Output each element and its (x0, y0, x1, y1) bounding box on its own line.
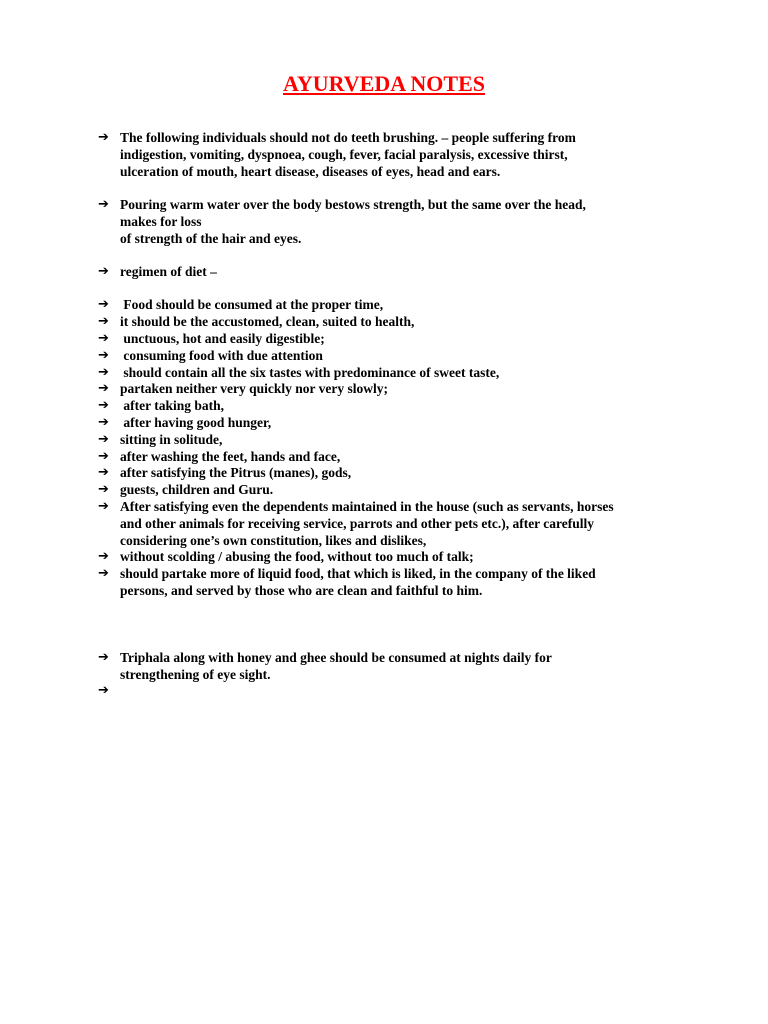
note-item (96, 314, 696, 331)
right-arrow-icon: ➔ (98, 398, 109, 414)
right-arrow-icon: ➔ (98, 263, 109, 279)
note-text: The following individuals should not do teeth brushing. – people suffering from indigestion, vomiting, dyspnoea, cough, fever, facial paralysis, excessive thirst, ulceration of mouth, heart disease, diseases of eyes, head and ears. (120, 130, 576, 179)
note-text: Triphala along with honey and ghee should be consumed at nights daily for strengthening of eye sight. (120, 649, 552, 682)
note-text: should contain all the six tastes with predominance of sweet taste, (120, 364, 500, 380)
note-text: after taking bath, (120, 398, 225, 414)
right-arrow-icon: ➔ (98, 549, 109, 565)
right-arrow-icon: ➔ (98, 482, 109, 498)
note-item (96, 297, 696, 314)
note-text: after satisfying the Pitrus (manes), gods, (120, 465, 352, 481)
note-item (96, 415, 696, 432)
right-arrow-icon: ➔ (98, 649, 109, 665)
note-item (96, 331, 696, 348)
note-text: should partake more of liquid food, that which is liked, in the company of the liked persons, and served by those who are clean and faithful to him. (120, 566, 596, 598)
document-title: AYURVEDA NOTES (283, 71, 485, 96)
note-item (96, 197, 696, 247)
notes-list (96, 130, 696, 699)
note-item (96, 365, 696, 382)
right-arrow-icon: ➔ (98, 297, 109, 313)
note-text: it should be the accustomed, clean, suited to health, (120, 314, 415, 330)
right-arrow-icon: ➔ (98, 431, 109, 447)
note-item (96, 650, 696, 684)
note-text: sitting in solitude, (120, 431, 223, 447)
note-text: Food should be consumed at the proper time, (120, 297, 384, 313)
right-arrow-icon: ➔ (98, 448, 109, 464)
right-arrow-icon: ➔ (98, 465, 109, 481)
note-item (96, 566, 696, 600)
note-item (96, 130, 696, 180)
right-arrow-icon: ➔ (98, 314, 109, 330)
note-item (96, 432, 696, 449)
right-arrow-icon: ➔ (98, 364, 109, 380)
note-item (96, 381, 696, 398)
right-arrow-icon: ➔ (98, 130, 109, 145)
note-item (96, 499, 696, 549)
right-arrow-icon: ➔ (98, 330, 109, 346)
note-item (96, 465, 696, 482)
note-text: unctuous, hot and easily digestible; (120, 330, 325, 346)
right-arrow-icon: ➔ (98, 498, 109, 514)
note-text: after having good hunger, (120, 414, 272, 430)
note-text: consuming food with due attention (120, 347, 323, 363)
note-text: after washing the feet, hands and face, (120, 448, 341, 464)
note-text: regimen of diet – (120, 263, 217, 279)
right-arrow-icon: ➔ (98, 414, 109, 430)
right-arrow-icon: ➔ (98, 196, 109, 212)
note-item (96, 449, 696, 466)
right-arrow-icon: ➔ (98, 566, 109, 582)
note-text: without scolding / abusing the food, without too much of talk; (120, 549, 474, 565)
note-text: After satisfying even the dependents maintained in the house (such as servants, horses and other animals for receiving service, parrots and other pets etc.), after carefully considering one’s own constitution, likes and dislikes, (120, 498, 614, 548)
note-item (96, 549, 696, 566)
note-text: partaken neither very quickly nor very slowly; (120, 381, 388, 397)
note-item (96, 348, 696, 365)
right-arrow-icon: ➔ (98, 347, 109, 363)
note-text: Pouring warm water over the body bestows strength, but the same over the head, makes for loss of strength of the hair and eyes. (120, 196, 586, 246)
right-arrow-icon: ➔ (98, 683, 109, 699)
note-item (96, 398, 696, 415)
note-text: guests, children and Guru. (120, 482, 274, 498)
note-item (96, 482, 696, 499)
right-arrow-icon: ➔ (98, 381, 109, 397)
note-item (96, 264, 696, 281)
